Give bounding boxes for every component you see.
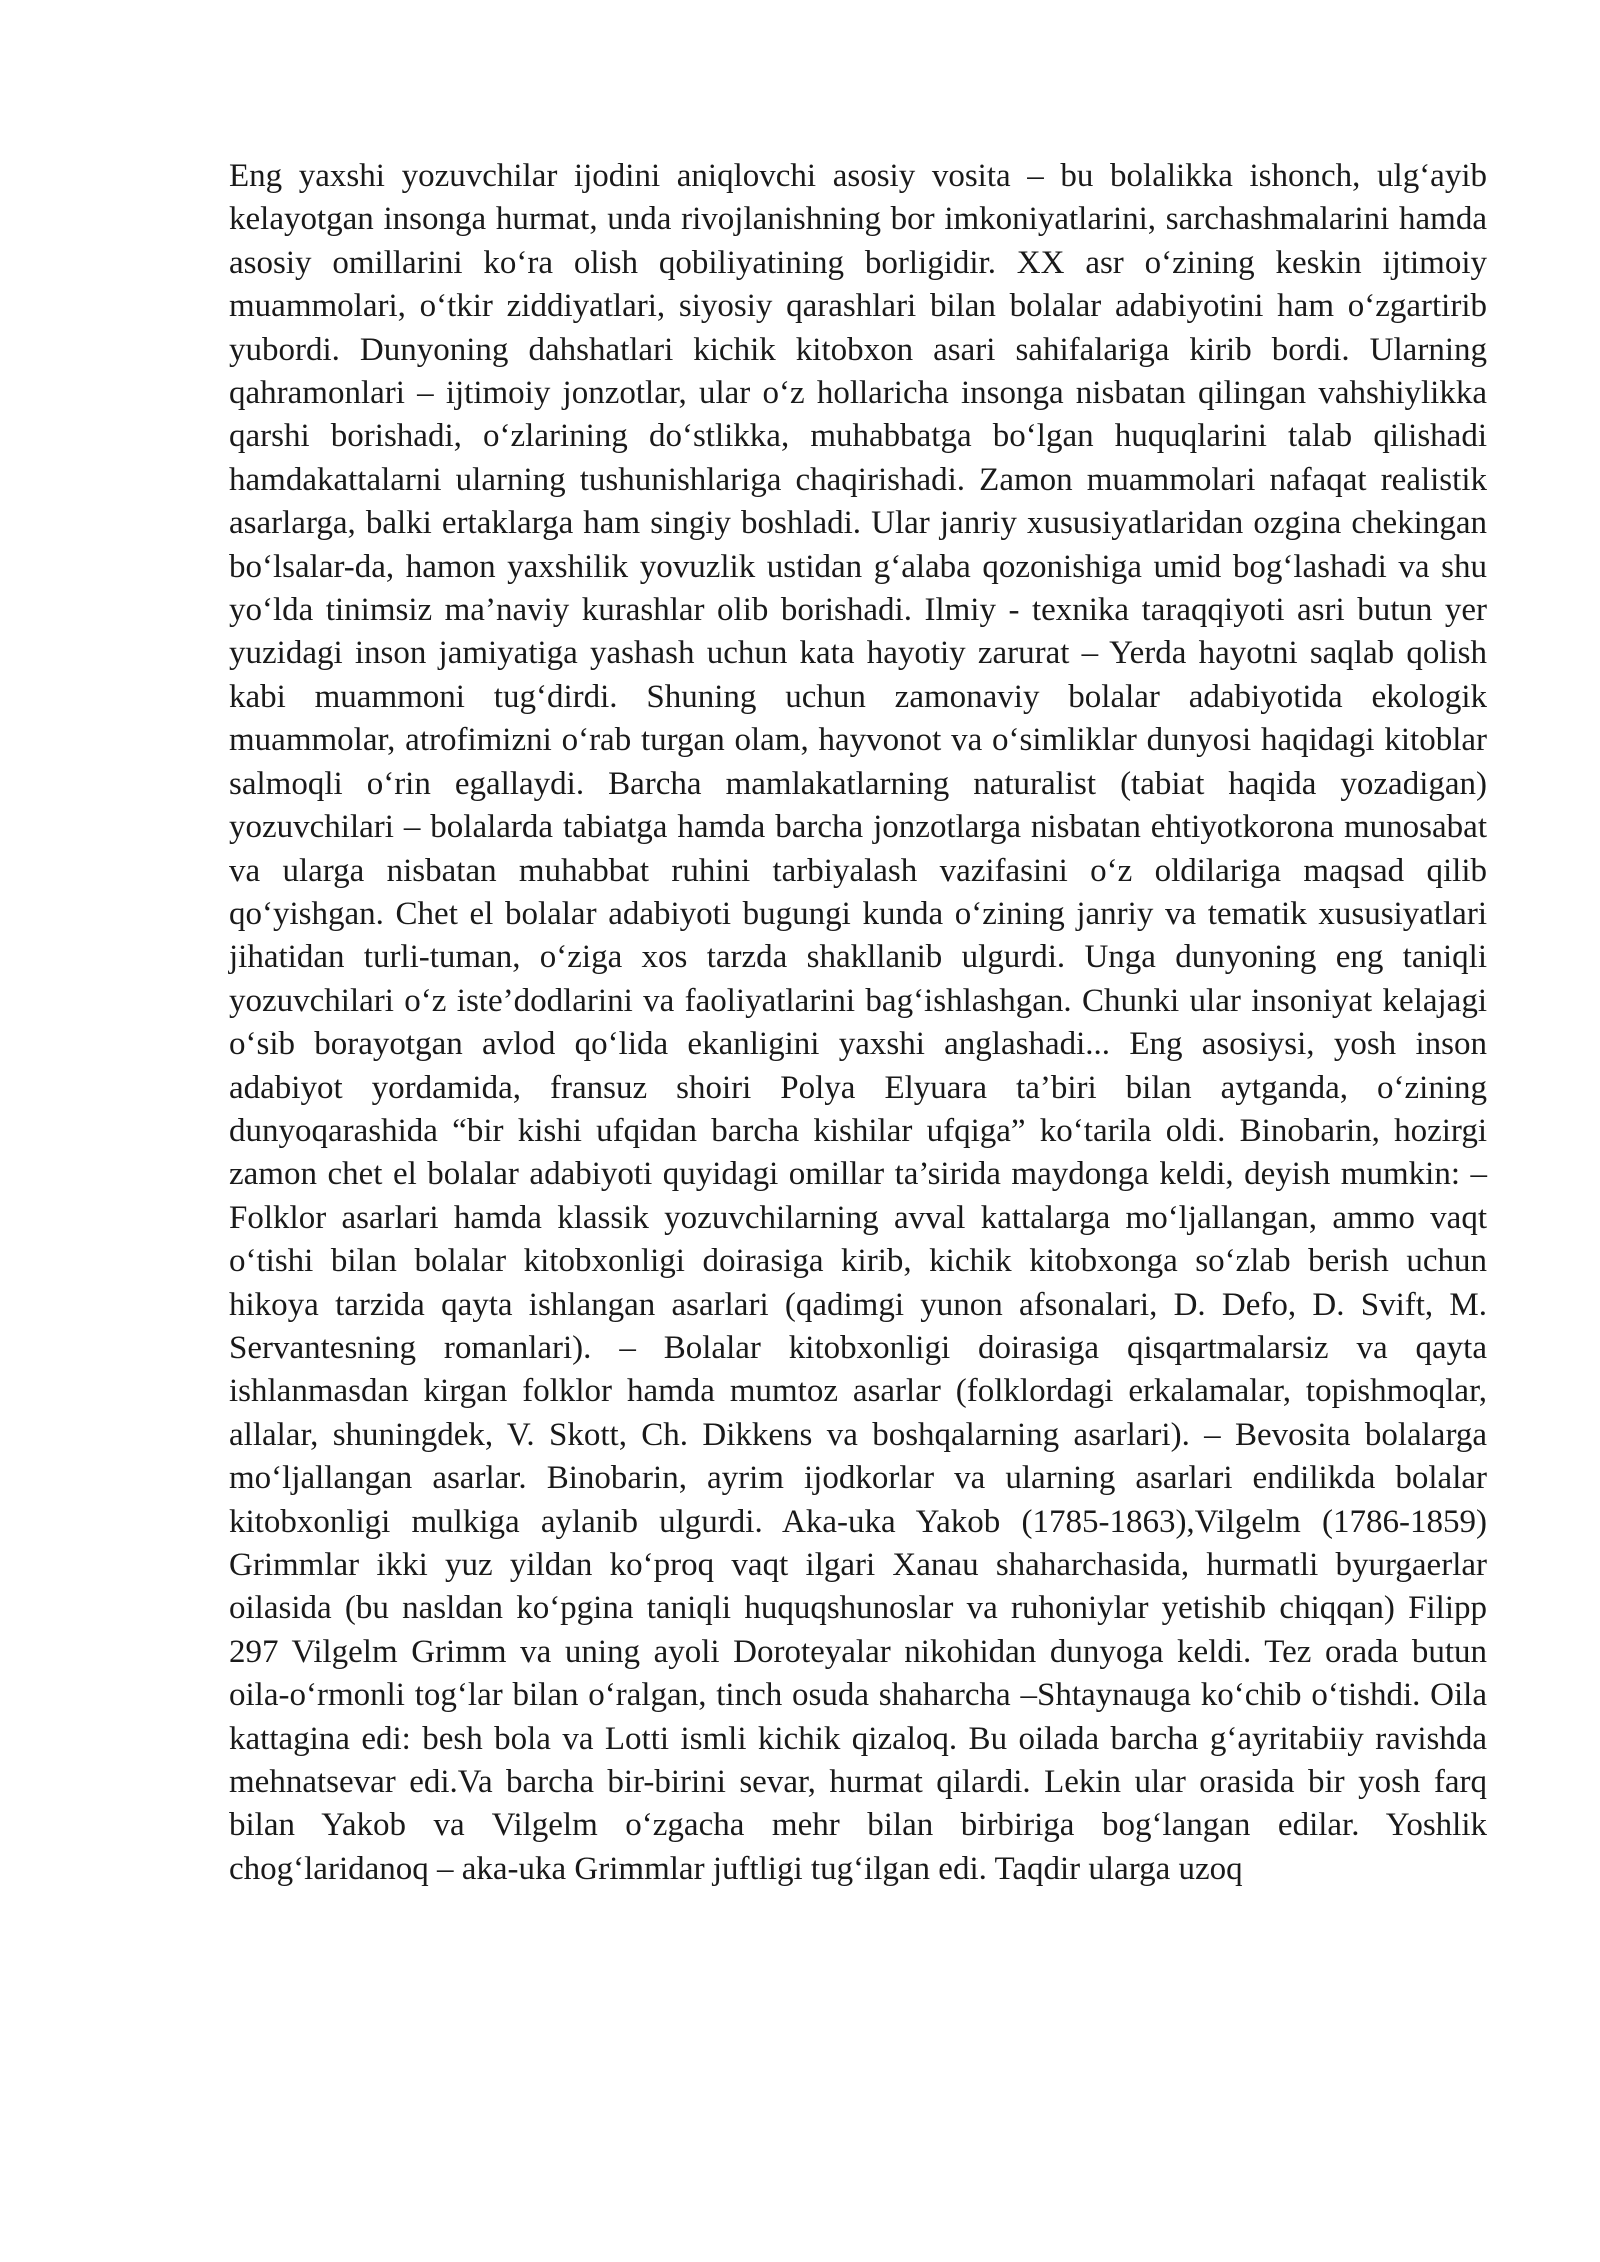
body-paragraph: Eng yaxshi yozuvchilar ijodini aniqlovchi asosiy vosita – bu bolalikka ishonch, ulg‘ayib kelayotgan insonga hurmat, unda rivojlanishning bor imkoniyatlarini, sarchashmalarini hamda asosiy omillarini ko‘ra olish qobiliyatining borligidir. XX asr o‘zining keskin ijtimoiy muammolari, o‘tkir ziddiyatlari, siyosiy qarashlari bilan bolalar adabiyotini ham o‘zgartirib yubordi. Dunyoning dahshatlari kichik kitobxon asari sahifalariga kirib bordi. Ularning qahramonlari – ijtimoiy jonzotlar, ular o‘z hollaricha insonga nisbatan qilingan vahshiylikka qarshi borishadi, o‘zlarining do‘stlikka, muhabbatga bo‘lgan huquqlarini talab qilishadi hamdakattalarni ularning tushunishlariga chaqirishadi. Zamon muammolari nafaqat realistik asarlarga, balki ertaklarga ham singiy boshladi. Ular janriy xususiyatlaridan ozgina chekingan bo‘lsalar-da, hamon yaxshilik yovuzlik ustidan g‘alaba qozonishiga umid bog‘lashadi va shu yo‘lda tinimsiz ma’naviy kurashlar olib borishadi. Ilmiy - texnika taraqqiyoti asri butun yer yuzidagi inson jamiyatiga yashash uchun kata hayotiy zarurat – Yerda hayotni saqlab qolish kabi muammoni tug‘dirdi. Shuning uchun zamonaviy bolalar adabiyotida ekologik muammolar, atrofimizni o‘rab turgan olam, hayvonot va o‘simliklar dunyosi haqidagi kitoblar salmoqli o‘rin egallaydi. Barcha mamlakatlarning naturalist (tabiat haqida yozadigan) yozuvchilari – bolalarda tabiatga hamda barcha jonzotlarga nisbatan ehtiyotkorona munosabat va ularga nisbatan muhabbat ruhini tarbiyalash vazifasini o‘z oldilariga maqsad qilib qo‘yishgan. Chet el bolalar adabiyoti bugungi kunda o‘zining janriy va tematik xususiyatlari jihatidan turli-tuman, o‘ziga xos tarzda shakllanib ulgurdi. Unga dunyoning eng taniqli yozuvchilari o‘z iste’dodlarini va faoliyatlarini bag‘ishlashgan. Chunki ular insoniyat kelajagi o‘sib borayotgan avlod qo‘lida ekanligini yaxshi anglashadi... Eng asosiysi, yosh inson adabiyot yordamida, fransuz shoiri Polya Elyuara ta’biri bilan aytganda, o‘zining dunyoqarashida “bir kishi ufqidan barcha kishilar ufqiga” ko‘tarila oldi. Binobarin, hozirgi zamon chet el bolalar adabiyoti quyidagi omillar ta’sirida maydonga keldi, deyish mumkin: – Folklor asarlari hamda klassik yozuvchilarning avval kattalarga mo‘ljallangan, ammo vaqt o‘tishi bilan bolalar kitobxonligi doirasiga kirib, kichik kitobxonga so‘zlab berish uchun hikoya tarzida qayta ishlangan asarlari (qadimgi yunon afsonalari, D. Defo, D. Svift, M. Servantesning romanlari). – Bolalar kitobxonligi doirasiga qisqartmalarsiz va qayta ishlanmasdan kirgan folklor hamda mumtoz asarlar (folklordagi erkalamalar, topishmoqlar, allalar, shuningdek, V. Skott, Ch. Dikkens va boshqalarning asarlari). – Bevosita bolalarga mo‘ljallangan asarlar. Binobarin, ayrim ijodkorlar va ularning asarlari endilikda bolalar kitobxonligi mulkiga aylanib ulgurdi. Aka-uka Yakob (1785-1863),Vilgelm (1786-1859) Grimmlar ikki yuz yildan ko‘proq vaqt ilgari Xanau shaharchasida, hurmatli byurgaerlar oilasida (bu nasldan ko‘pgina taniqli huquqshunoslar va ruhoniylar yetishib chiqqan) Filipp 297 Vilgelm Grimm va uning ayoli Doroteyalar nikohidan dunyoga keldi. Tez orada butun oila-o‘rmonli tog‘lar bilan o‘ralgan, tinch osuda shaharcha –Shtaynauga ko‘chib o‘tishdi. Oila kattagina edi: besh bola va Lotti ismli kichik qizaloq. Bu oilada barcha g‘ayritabiiy ravishda mehnatsevar edi.Va barcha bir-birini sevar, hurmat qilardi. Lekin ular orasida bir yosh farq bilan Yakob va Vilgelm o‘zgacha mehr bilan birbiriga bog‘langan edilar. Yoshlik chog‘laridanoq – aka-uka Grimmlar juftligi tug‘ilgan edi. Taqdir ularga uzoq	[229, 158, 1487, 1887]
